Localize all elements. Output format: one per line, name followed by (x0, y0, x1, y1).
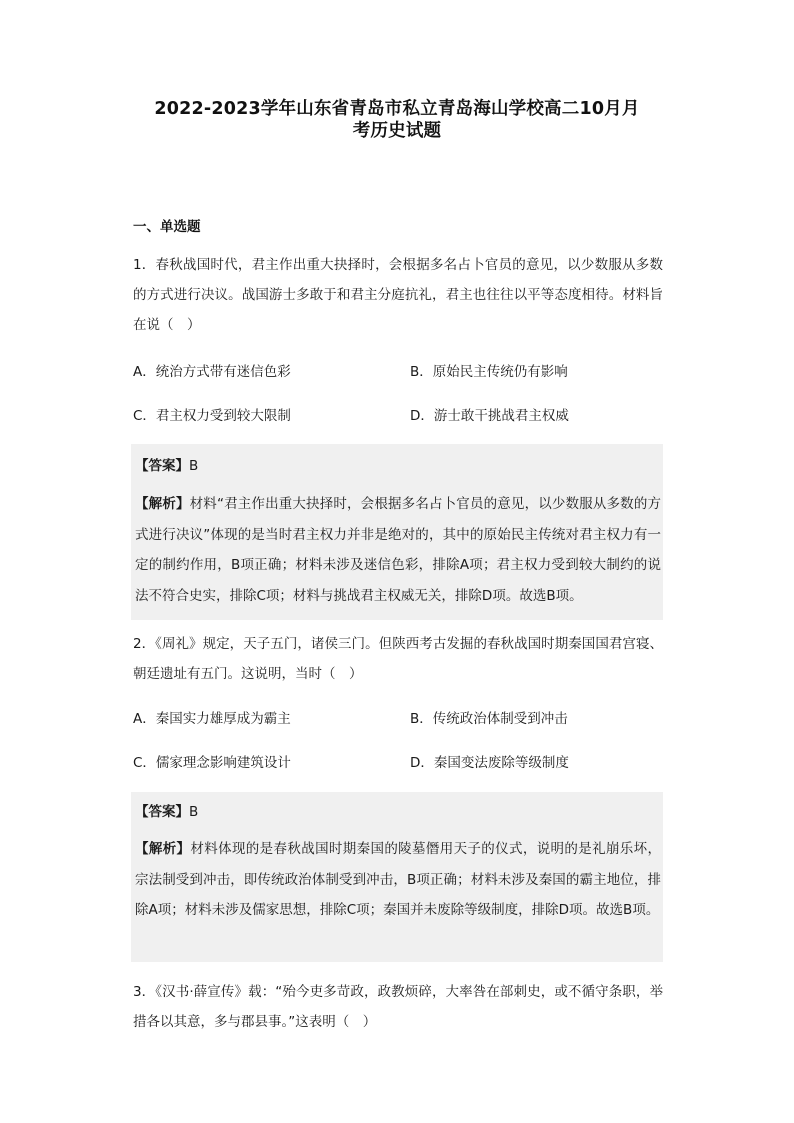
question-2-option-c: C．儒家理念影响建筑设计 (133, 755, 291, 771)
question-2-answer-box (131, 792, 663, 962)
question-2-option-b: B．传统政治体制受到冲击 (410, 711, 568, 727)
question-1-option-c: C．君主权力受到较大限制 (133, 408, 291, 424)
question-3-stem: 3．《汉书·薛宣传》载：“殆今吏多苛政，政教烦碎，大率咎在部刺史，或不循守条职，举措各以其意，多与郡县事。”这表明（ ） (133, 984, 663, 1030)
explanation-text: 材料体现的是春秋战国时期秦国的陵墓僭用天子的仪式，说明的是礼崩乐坏，宗法制受到冲击，即传统政治体制受到冲击，B项正确；材料未涉及秦国的霸主地位，排除A项；材料未涉及儒家思想，排除C项；秦国并未废除等级制度，排除D项。故选B项。 (135, 841, 661, 918)
question-2-stem: 2．《周礼》规定，天子五门，诸侯三门。但陕西考古发掘的春秋战国时期秦国国君宫寝、朝廷遗址有五门。这说明，当时（ ） (133, 636, 663, 682)
answer-tag: 【答案】 (135, 458, 189, 474)
explanation-text: 材料“君主作出重大抉择时，会根据多名占卜官员的意见，以少数服从多数的方式进行决议”体现的是当时君主权力并非是绝对的，其中的原始民主传统对君主权力有一定的制约作用，B项正确；材料未涉及迷信色彩，排除A项；君主权力受到较大制约的说法不符合史实，排除C项；材料与挑战君主权威无关，排除D项。故选B项。 (135, 496, 662, 604)
section-heading: 一、单选题 (133, 219, 201, 235)
document-title-line1: 2022-2023学年山东省青岛市私立青岛海山学校高二10月月 (154, 99, 640, 119)
answer-value: B (189, 458, 199, 474)
question-2-explanation (135, 834, 661, 926)
question-2-option-a: A．秦国实力雄厚成为霸主 (133, 711, 291, 727)
question-1-answer (135, 454, 198, 474)
question-1-answer-box (131, 444, 663, 620)
question-2-option-d: D．秦国变法废除等级制度 (410, 755, 569, 771)
explain-tag: 【解析】 (135, 841, 191, 857)
answer-value: B (189, 804, 199, 820)
question-1-option-b: B．原始民主传统仍有影响 (410, 364, 568, 380)
answer-tag: 【答案】 (135, 804, 189, 820)
question-1-option-a: A．统治方式带有迷信色彩 (133, 364, 291, 380)
question-1-stem: 1．春秋战国时代，君主作出重大抉择时，会根据多名占卜官员的意见，以少数服从多数的方式进行决议。战国游士多敢于和君主分庭抗礼，君主也往往以平等态度相待。材料旨在说（ ） (133, 257, 663, 333)
explain-tag: 【解析】 (135, 496, 190, 512)
question-1-option-d: D．游士敢干挑战君主权威 (410, 408, 569, 424)
document-title-line2: 考历史试题 (352, 121, 442, 141)
question-1-explanation (135, 489, 661, 611)
question-2-answer (135, 800, 198, 820)
